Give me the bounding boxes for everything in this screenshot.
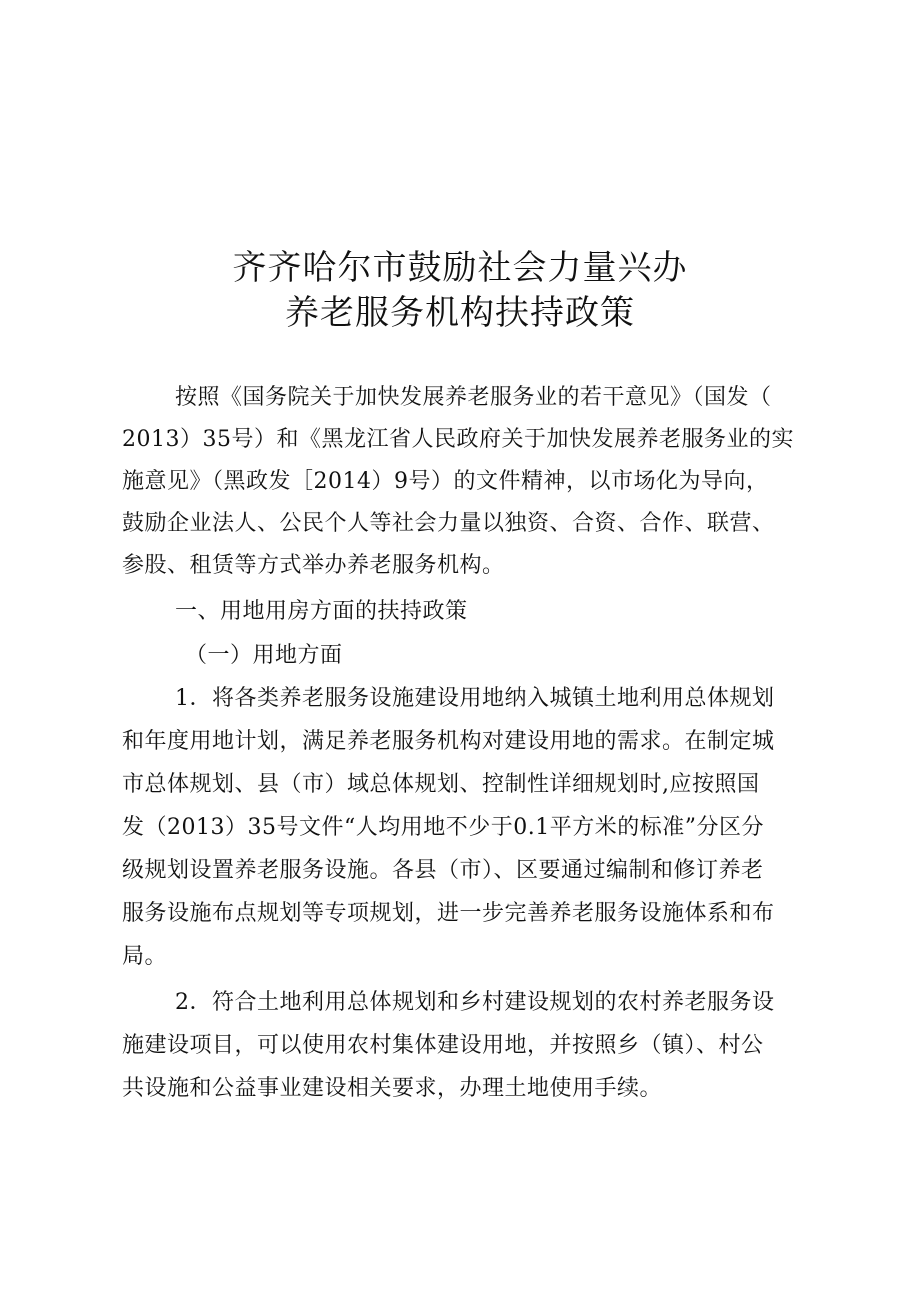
paragraph-line: 局。 (122, 944, 168, 969)
paragraph-line: 施意见》（黑政发［2014）9号）的文件精神，以市场化为导向， (122, 469, 769, 494)
section-heading: 一、用地用房方面的扶持政策 (175, 599, 468, 624)
paragraph-line: 2．符合土地利用总体规划和乡村建设规划的农村养老服务设 (175, 990, 775, 1015)
paragraph-line: 级规划设置养老服务设施。各县（市）、区要通过编制和修订养老 (122, 858, 764, 883)
paragraph-line: 和年度用地计划，满足养老服务机构对建设用地的需求。在制定城 (122, 729, 775, 754)
paragraph-line: 1．将各类养老服务设施建设用地纳入城镇土地利用总体规划 (175, 686, 775, 711)
paragraph-line: 施建设项目，可以使用农村集体建设用地，并按照乡（镇）、村公 (122, 1033, 764, 1058)
paragraph-line: 发（2013）35号文件“人均用地不少于0.1平方米的标准”分区分 (122, 815, 764, 840)
paragraph-line: 共设施和公益事业建设相关要求，办理土地使用手续。 (122, 1076, 663, 1101)
paragraph-line: 市总体规划、县（市）域总体规划、控制性详细规划时,应按照国 (122, 772, 760, 797)
document-title-line-2: 养老服务机构扶持政策 (285, 293, 635, 333)
paragraph-line: 2013）35号）和《黑龙江省人民政府关于加快发展养老服务业的实 (122, 427, 794, 452)
paragraph-line: 鼓励企业法人、公民个人等社会力量以独资、合资、合作、联营、 (122, 511, 775, 536)
document-title-line-1: 齐齐哈尔市鼓励社会力量兴办 (232, 248, 688, 288)
paragraph-line: 参股、租赁等方式举办养老服务机构。 (122, 553, 505, 578)
paragraph-line: 按照《国务院关于加快发展养老服务业的若干意见》（国发（ (175, 385, 772, 410)
subsection-heading: （一）用地方面 (185, 643, 343, 668)
paragraph-line: 服务设施布点规划等专项规划，进一步完善养老服务设施体系和布 (122, 901, 775, 926)
